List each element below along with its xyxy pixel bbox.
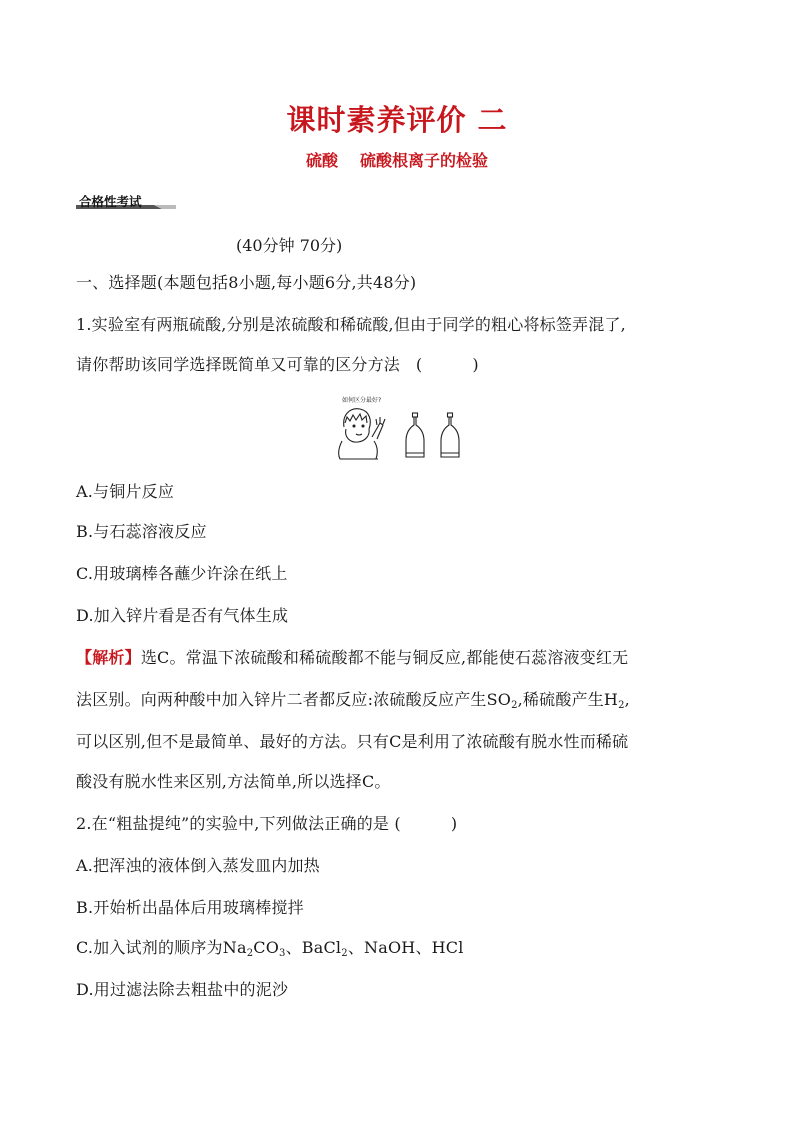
q1-analysis-line1 (76, 648, 628, 668)
time-score-info: (40分钟 70分) (236, 236, 343, 255)
q1-option-d[interactable]: D.加入锌片看是否有气体生成 (76, 606, 289, 625)
analysis-text-2c: , (624, 690, 630, 709)
q1-stem-line1: 1.实验室有两瓶硫酸,分别是浓硫酸和稀硫酸,但由于同学的粗心将标签弄混了, (76, 315, 626, 334)
q2-paren-open: ( (394, 814, 401, 833)
na2-subscript: 2 (246, 948, 254, 959)
q1-stem-text: 请你帮助该同学选择既简单又可靠的区分方法 (76, 355, 401, 374)
subtitle-topic-1: 硫酸 (305, 151, 338, 170)
cl2-subscript: 2 (341, 948, 348, 959)
q1-stem-line2 (76, 355, 479, 375)
co3-subscript: 3 (279, 948, 286, 959)
q1-analysis-line2 (76, 690, 630, 710)
q2-paren-close: ) (450, 814, 458, 833)
q1-paren-open: ( (415, 355, 423, 374)
so2-subscript: 2 (511, 700, 518, 711)
q2-option-c[interactable] (76, 938, 464, 958)
section-tag (76, 192, 176, 210)
q1-paren-close: ) (472, 355, 479, 374)
q2-option-c-text-b: CO (253, 938, 280, 957)
q2-option-c-text-d: 、NaOH、HCl (347, 938, 464, 957)
q1-analysis-line4: 酸没有脱水性来区别,方法简单,所以选择C。 (76, 772, 391, 791)
h2-subscript: 2 (618, 700, 625, 711)
page-title: 课时素养评价 二 (286, 103, 508, 137)
q2-option-d[interactable]: D.用过滤法除去粗盐中的泥沙 (76, 980, 289, 999)
part1-heading: 一、选择题(本题包括8小题,每小题6分,共48分) (76, 273, 417, 292)
q2-option-c-text-a: C.加入试剂的顺序为Na (76, 938, 247, 957)
q1-analysis-line3: 可以区别,但不是最简单、最好的方法。只有C是利用了浓硫酸有脱水性而稀硫 (76, 732, 629, 751)
subtitle-topic-2: 硫酸根离子的检验 (360, 151, 489, 170)
page-subtitle (0, 148, 794, 171)
q1-option-b[interactable]: B.与石蕊溶液反应 (76, 522, 207, 541)
q1-option-a[interactable]: A.与铜片反应 (76, 482, 175, 501)
q1-illustration (336, 393, 476, 463)
q2-option-c-text-c: 、BaCl (285, 938, 342, 957)
q2-option-a[interactable]: A.把浑浊的液体倒入蒸发皿内加热 (76, 856, 320, 875)
analysis-text-1: 选C。常温下浓硫酸和稀硫酸都不能与铜反应,都能使石蕊溶液变红无 (140, 648, 629, 667)
q2-stem-text: 2.在“粗盐提纯”的实验中,下列做法正确的是 (76, 814, 390, 833)
illustration-caption: 如何区分最好? (342, 397, 382, 404)
q2-stem (76, 814, 457, 834)
analysis-text-2b: ,稀硫酸产生H (517, 690, 619, 709)
analysis-text-2a: 法区别。向两种酸中加入锌片二者都反应:浓硫酸反应产生SO (76, 690, 512, 709)
section-tag-label: 合格性考试 (79, 194, 142, 209)
q1-option-c[interactable]: C.用玻璃棒各蘸少许涂在纸上 (76, 564, 288, 583)
q2-option-b[interactable]: B.开始析出晶体后用玻璃棒搅拌 (76, 898, 304, 917)
analysis-label: 【解析】 (76, 648, 141, 667)
